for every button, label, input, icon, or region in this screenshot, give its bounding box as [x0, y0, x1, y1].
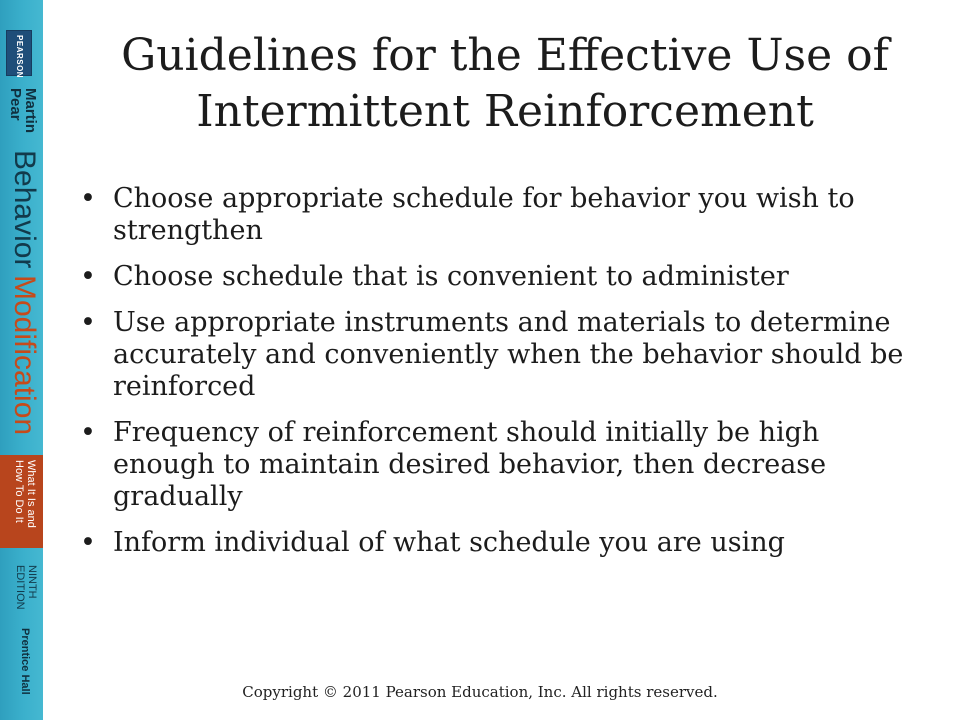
bullet-text: Inform individual of what schedule you are using [113, 527, 785, 558]
bullet-item [80, 307, 915, 403]
edition-line: EDITION [14, 565, 26, 610]
imprint-label: Prentice Hall [19, 628, 31, 695]
author-name: Martin [22, 88, 39, 133]
book-subtitle [13, 460, 37, 528]
bullet-item [80, 183, 915, 247]
bullet-item [80, 261, 915, 293]
bullet-marker: • [80, 417, 96, 448]
subtitle-block [0, 455, 43, 548]
author-names [8, 88, 38, 133]
book-spine-sidebar [0, 0, 43, 720]
slide-title: Guidelines for the Effective Use of Intermittent Reinforcement [121, 30, 889, 137]
book-title-modification: Modification [8, 275, 41, 436]
author-name: Pear [7, 88, 24, 121]
bullet-marker: • [80, 527, 96, 558]
edition-label [14, 565, 38, 610]
bullet-marker: • [80, 307, 96, 338]
bullet-text: Choose appropriate schedule for behavior you wish to strengthen [113, 183, 855, 246]
pearson-logo-text: PEARSON [15, 35, 24, 79]
bullet-item [80, 527, 915, 559]
bullet-item [80, 417, 915, 513]
bullet-text: Choose schedule that is convenient to administer [113, 261, 789, 292]
bullet-marker: • [80, 261, 96, 292]
book-subtitle-line: What It Is and [25, 460, 37, 528]
bullet-list [80, 183, 915, 573]
bullet-text: Frequency of reinforcement should initially be high enough to maintain desired behavior, then decrease gradually [113, 417, 827, 512]
book-title-behavior: Behavior [8, 150, 41, 269]
bullet-text: Use appropriate instruments and materials to determine accurately and conveniently when the behavior should be reinforced [113, 307, 904, 402]
book-subtitle-line: How To Do It [13, 460, 25, 523]
pearson-logo [6, 30, 32, 79]
copyright-notice: Copyright © 2011 Pearson Education, Inc. All rights reserved. [242, 683, 718, 701]
bullet-marker: • [80, 183, 96, 214]
edition-line: NINTH [26, 565, 38, 599]
